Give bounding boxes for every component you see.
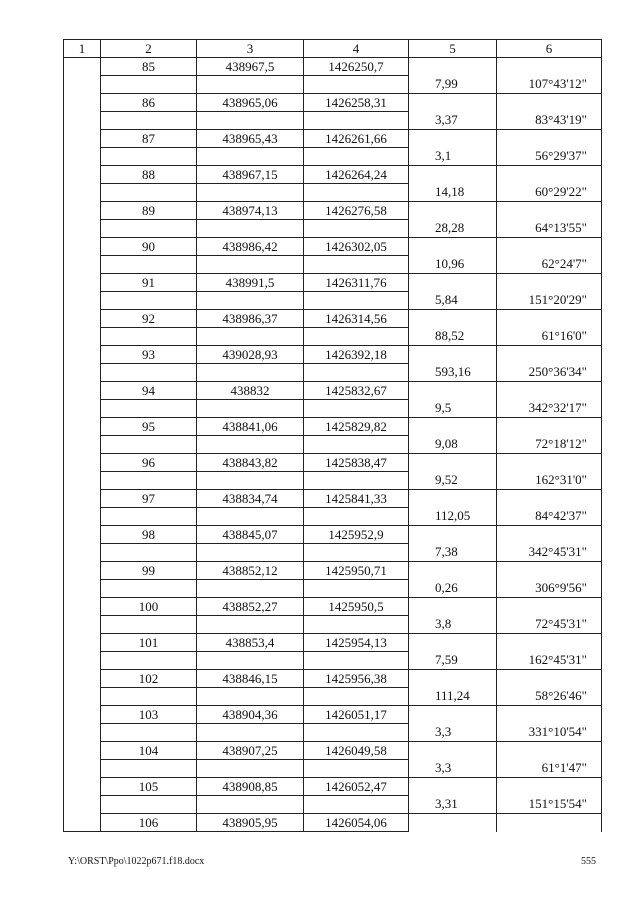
empty-cell (197, 112, 304, 130)
x-coordinate: 438834,74 (197, 490, 304, 508)
segment-row (64, 688, 602, 706)
segment-length: 3,8 (409, 616, 497, 634)
point-number: 93 (101, 346, 197, 364)
point-number: 95 (101, 418, 197, 436)
empty-cell (101, 688, 197, 706)
segment-row (64, 796, 602, 814)
point-row (64, 94, 602, 112)
x-coordinate: 438967,15 (197, 166, 304, 184)
segment-cell-upper (409, 634, 497, 652)
empty-cell (197, 508, 304, 526)
empty-cell (304, 256, 409, 274)
segment-row (64, 112, 602, 130)
empty-cell (197, 184, 304, 202)
segment-row (64, 76, 602, 94)
empty-cell (101, 112, 197, 130)
empty-cell (304, 796, 409, 814)
segment-cell-upper (409, 346, 497, 364)
segment-length: 3,37 (409, 112, 497, 130)
y-coordinate: 1425950,71 (304, 562, 409, 580)
angle-cell-upper (497, 562, 602, 580)
empty-cell (101, 760, 197, 778)
empty-cell (197, 472, 304, 490)
segment-length: 111,24 (409, 688, 497, 706)
empty-cell (197, 652, 304, 670)
segment-length: 88,52 (409, 328, 497, 346)
angle-cell-upper (497, 670, 602, 688)
x-coordinate: 438974,13 (197, 202, 304, 220)
direction-angle: 61°1'47" (497, 760, 602, 778)
segment-cell-upper (409, 238, 497, 256)
empty-cell (101, 220, 197, 238)
direction-angle: 62°24'7" (497, 256, 602, 274)
direction-angle: 331°10'54" (497, 724, 602, 742)
segment-length: 3,1 (409, 148, 497, 166)
segment-row (64, 652, 602, 670)
empty-cell (101, 148, 197, 166)
table-body (64, 58, 602, 832)
y-coordinate: 1425954,13 (304, 634, 409, 652)
segment-length: 593,16 (409, 364, 497, 382)
x-coordinate: 438852,12 (197, 562, 304, 580)
segment-length: 3,3 (409, 724, 497, 742)
point-number: 103 (101, 706, 197, 724)
segment-row (64, 220, 602, 238)
point-row (64, 274, 602, 292)
empty-cell (197, 688, 304, 706)
y-coordinate: 1426302,05 (304, 238, 409, 256)
angle-cell-upper (497, 418, 602, 436)
point-row (64, 346, 602, 364)
point-number: 100 (101, 598, 197, 616)
x-coordinate: 438845,07 (197, 526, 304, 544)
angle-cell-upper (497, 598, 602, 616)
y-coordinate: 1425956,38 (304, 670, 409, 688)
empty-cell (304, 508, 409, 526)
point-number: 106 (101, 814, 197, 832)
angle-cell-upper (497, 274, 602, 292)
segment-row (64, 364, 602, 382)
point-number: 94 (101, 382, 197, 400)
segment-row (64, 544, 602, 562)
col-header-5: 5 (409, 40, 497, 58)
empty-cell (101, 616, 197, 634)
empty-cell (197, 292, 304, 310)
empty-cell (304, 328, 409, 346)
point-row (64, 130, 602, 148)
empty-cell (101, 580, 197, 598)
x-coordinate: 438991,5 (197, 274, 304, 292)
y-coordinate: 1425829,82 (304, 418, 409, 436)
segment-length: 3,3 (409, 760, 497, 778)
point-row (64, 706, 602, 724)
empty-cell (197, 256, 304, 274)
point-number: 89 (101, 202, 197, 220)
segment-row (64, 760, 602, 778)
segment-length: 9,08 (409, 436, 497, 454)
point-row (64, 634, 602, 652)
segment-row (64, 256, 602, 274)
angle-cell-upper (497, 634, 602, 652)
point-number: 99 (101, 562, 197, 580)
direction-angle: 250°36'34" (497, 364, 602, 382)
footer-file-path: Y:\ORST\Ppo\1022p671.f18.docx (68, 856, 205, 867)
coordinates-table (63, 39, 602, 832)
segment-row (64, 436, 602, 454)
segment-cell-upper (409, 454, 497, 472)
direction-angle: 162°31'0" (497, 472, 602, 490)
direction-angle: 83°43'19" (497, 112, 602, 130)
segment-row (64, 616, 602, 634)
point-number: 104 (101, 742, 197, 760)
point-row (64, 598, 602, 616)
direction-angle: 61°16'0" (497, 328, 602, 346)
angle-cell-upper (497, 130, 602, 148)
point-number: 102 (101, 670, 197, 688)
angle-cell-upper (497, 202, 602, 220)
col-header-2: 2 (101, 40, 197, 58)
empty-cell (304, 436, 409, 454)
empty-cell (101, 724, 197, 742)
point-number: 90 (101, 238, 197, 256)
merged-cell-col-1 (64, 58, 101, 832)
empty-cell (304, 148, 409, 166)
empty-cell (304, 112, 409, 130)
empty-cell (304, 184, 409, 202)
col-header-3: 3 (197, 40, 304, 58)
segment-cell-upper (409, 490, 497, 508)
header-row (64, 40, 602, 58)
point-row (64, 202, 602, 220)
empty-cell (197, 544, 304, 562)
segment-length: 112,05 (409, 508, 497, 526)
direction-angle: 151°20'29" (497, 292, 602, 310)
empty-cell (101, 796, 197, 814)
segment-cell-upper (409, 382, 497, 400)
point-number: 97 (101, 490, 197, 508)
point-row (64, 742, 602, 760)
segment-length: 28,28 (409, 220, 497, 238)
point-row (64, 454, 602, 472)
x-coordinate: 438967,5 (197, 58, 304, 76)
empty-cell (304, 400, 409, 418)
x-coordinate: 438832 (197, 382, 304, 400)
col-header-6: 6 (497, 40, 602, 58)
y-coordinate: 1426054,06 (304, 814, 409, 832)
x-coordinate: 438852,27 (197, 598, 304, 616)
segment-cell-upper (409, 58, 497, 76)
segment-cell-upper (409, 166, 497, 184)
segment-length: 7,38 (409, 544, 497, 562)
segment-length: 5,84 (409, 292, 497, 310)
y-coordinate: 1426258,31 (304, 94, 409, 112)
angle-cell-upper (497, 526, 602, 544)
segment-length: 10,96 (409, 256, 497, 274)
y-coordinate: 1426392,18 (304, 346, 409, 364)
point-row (64, 166, 602, 184)
empty-cell (197, 796, 304, 814)
segment-length: 9,52 (409, 472, 497, 490)
segment-row (64, 724, 602, 742)
direction-angle: 56°29'37" (497, 148, 602, 166)
empty-cell (197, 76, 304, 94)
angle-cell-upper (497, 238, 602, 256)
y-coordinate: 1425841,33 (304, 490, 409, 508)
point-row (64, 382, 602, 400)
direction-angle: 72°18'12" (497, 436, 602, 454)
segment-cell-upper (409, 310, 497, 328)
empty-cell (304, 724, 409, 742)
x-coordinate: 438908,85 (197, 778, 304, 796)
y-coordinate: 1426250,7 (304, 58, 409, 76)
point-row (64, 814, 602, 832)
empty-cell (304, 472, 409, 490)
col-header-1: 1 (64, 40, 101, 58)
y-coordinate: 1426264,24 (304, 166, 409, 184)
segment-cell-upper (409, 94, 497, 112)
empty-cell (197, 364, 304, 382)
empty-cell (101, 76, 197, 94)
y-coordinate: 1426049,58 (304, 742, 409, 760)
segment-row (64, 472, 602, 490)
empty-cell (197, 724, 304, 742)
angle-cell-upper (497, 58, 602, 76)
point-number: 96 (101, 454, 197, 472)
segment-cell-upper (409, 562, 497, 580)
point-number: 88 (101, 166, 197, 184)
angle-cell-upper (497, 706, 602, 724)
empty-cell (197, 220, 304, 238)
angle-cell-upper (497, 166, 602, 184)
coordinates-sheet (63, 39, 601, 832)
y-coordinate: 1426052,47 (304, 778, 409, 796)
angle-cell-upper (497, 742, 602, 760)
direction-angle: 342°45'31" (497, 544, 602, 562)
x-coordinate: 438853,4 (197, 634, 304, 652)
segment-row (64, 580, 602, 598)
empty-cell (197, 436, 304, 454)
x-coordinate: 438905,95 (197, 814, 304, 832)
point-number: 98 (101, 526, 197, 544)
y-coordinate: 1425950,5 (304, 598, 409, 616)
segment-row (64, 328, 602, 346)
x-coordinate: 439028,93 (197, 346, 304, 364)
direction-angle: 342°32'17" (497, 400, 602, 418)
point-number: 91 (101, 274, 197, 292)
segment-cell-upper (409, 526, 497, 544)
angle-cell-upper (497, 94, 602, 112)
x-coordinate: 438843,82 (197, 454, 304, 472)
point-row (64, 778, 602, 796)
empty-cell (101, 472, 197, 490)
empty-cell (197, 400, 304, 418)
empty-cell (304, 544, 409, 562)
direction-angle: 151°15'54" (497, 796, 602, 814)
empty-cell (304, 688, 409, 706)
angle-cell-upper (497, 454, 602, 472)
empty-cell (304, 76, 409, 94)
point-row (64, 490, 602, 508)
direction-angle: 60°29'22" (497, 184, 602, 202)
segment-row (64, 400, 602, 418)
segment-cell-upper (409, 706, 497, 724)
y-coordinate: 1426261,66 (304, 130, 409, 148)
empty-cell (304, 760, 409, 778)
y-coordinate: 1426051,17 (304, 706, 409, 724)
direction-angle: 64°13'55" (497, 220, 602, 238)
segment-cell-upper (409, 670, 497, 688)
point-number: 101 (101, 634, 197, 652)
angle-cell-upper (497, 814, 602, 832)
y-coordinate: 1426314,56 (304, 310, 409, 328)
empty-cell (101, 400, 197, 418)
y-coordinate: 1426276,58 (304, 202, 409, 220)
segment-cell-upper (409, 130, 497, 148)
segment-cell-upper (409, 202, 497, 220)
x-coordinate: 438907,25 (197, 742, 304, 760)
empty-cell (304, 220, 409, 238)
angle-cell-upper (497, 310, 602, 328)
direction-angle: 162°45'31" (497, 652, 602, 670)
segment-row (64, 148, 602, 166)
x-coordinate: 438986,42 (197, 238, 304, 256)
x-coordinate: 438904,36 (197, 706, 304, 724)
direction-angle: 107°43'12" (497, 76, 602, 94)
empty-cell (304, 616, 409, 634)
angle-cell-upper (497, 778, 602, 796)
empty-cell (197, 328, 304, 346)
segment-cell-upper (409, 814, 497, 832)
empty-cell (101, 544, 197, 562)
empty-cell (197, 616, 304, 634)
segment-length: 14,18 (409, 184, 497, 202)
point-row (64, 310, 602, 328)
empty-cell (304, 292, 409, 310)
y-coordinate: 1425952,9 (304, 526, 409, 544)
segment-length: 0,26 (409, 580, 497, 598)
x-coordinate: 438965,06 (197, 94, 304, 112)
empty-cell (197, 580, 304, 598)
segment-length: 9,5 (409, 400, 497, 418)
segment-row (64, 184, 602, 202)
point-row (64, 238, 602, 256)
segment-cell-upper (409, 418, 497, 436)
empty-cell (101, 184, 197, 202)
empty-cell (101, 292, 197, 310)
y-coordinate: 1425838,47 (304, 454, 409, 472)
point-row (64, 562, 602, 580)
segment-cell-upper (409, 598, 497, 616)
point-number: 85 (101, 58, 197, 76)
angle-cell-upper (497, 490, 602, 508)
direction-angle: 306°9'56" (497, 580, 602, 598)
empty-cell (101, 364, 197, 382)
point-number: 87 (101, 130, 197, 148)
segment-length: 3,31 (409, 796, 497, 814)
direction-angle: 58°26'46" (497, 688, 602, 706)
empty-cell (101, 652, 197, 670)
col-header-4: 4 (304, 40, 409, 58)
empty-cell (101, 256, 197, 274)
segment-cell-upper (409, 274, 497, 292)
y-coordinate: 1425832,67 (304, 382, 409, 400)
x-coordinate: 438986,37 (197, 310, 304, 328)
y-coordinate: 1426311,76 (304, 274, 409, 292)
x-coordinate: 438965,43 (197, 130, 304, 148)
direction-angle: 72°45'31" (497, 616, 602, 634)
footer-page-number: 555 (581, 856, 596, 867)
empty-cell (304, 364, 409, 382)
x-coordinate: 438841,06 (197, 418, 304, 436)
point-number: 86 (101, 94, 197, 112)
empty-cell (304, 580, 409, 598)
point-row (64, 418, 602, 436)
empty-cell (101, 328, 197, 346)
empty-cell (101, 508, 197, 526)
point-row (64, 58, 602, 76)
segment-cell-upper (409, 778, 497, 796)
segment-cell-upper (409, 742, 497, 760)
angle-cell-upper (497, 382, 602, 400)
segment-row (64, 508, 602, 526)
point-number: 105 (101, 778, 197, 796)
direction-angle: 84°42'37" (497, 508, 602, 526)
segment-length: 7,59 (409, 652, 497, 670)
segment-row (64, 292, 602, 310)
point-number: 92 (101, 310, 197, 328)
point-row (64, 526, 602, 544)
empty-cell (197, 148, 304, 166)
segment-length: 7,99 (409, 76, 497, 94)
empty-cell (197, 760, 304, 778)
x-coordinate: 438846,15 (197, 670, 304, 688)
angle-cell-upper (497, 346, 602, 364)
empty-cell (304, 652, 409, 670)
empty-cell (101, 436, 197, 454)
point-row (64, 670, 602, 688)
